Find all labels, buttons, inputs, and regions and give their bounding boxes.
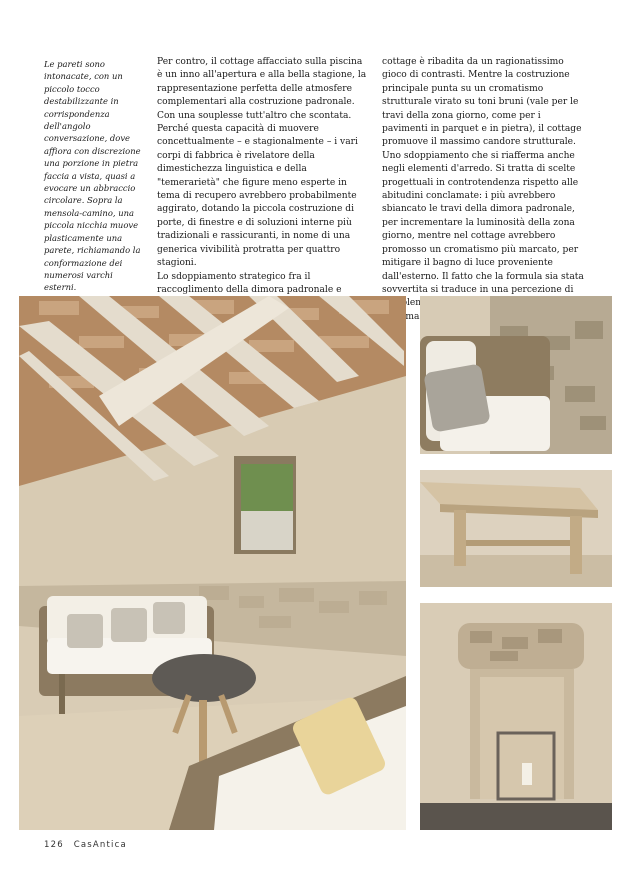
photo-armchair-corner: [420, 296, 612, 454]
paragraph: Per contro, il cottage affacciato sulla piscina è un inno all'apertura e alla bella stagione, la rappresentazione perfetta delle atmosfere complementari alla costruzione padronale. Con una souplesse tutt'altro che scontata.: [157, 57, 367, 121]
photo-cottage-living-room: [19, 296, 406, 830]
article-column-1: [157, 56, 370, 311]
article-column-2: [382, 56, 588, 324]
magazine-name: CasAntica: [73, 840, 127, 850]
photo-wall-niche-lantern: [420, 603, 612, 830]
page-number: 126: [44, 840, 64, 850]
photo-wooden-bench: [420, 470, 612, 587]
paragraph: [382, 56, 588, 324]
paragraph: Lo sdoppiamento strategico fra il raccoglimento della dimora padronale e: [157, 271, 342, 295]
paragraph: Perché questa capacità di muovere concettualmente – e stagionalmente – i vari corpi di fabbrica è rivelatore della dimestichezza linguistica e della "temerarietà" che figure meno esperte in tema di recupero avrebbero probabilmente aggirato, dotando la piccola costruzione di porte, di finestre e di soluzioni interne più tradizionali e rassicuranti, in nome di una generica vivibilità protratta per quattro stagioni.: [157, 124, 358, 269]
photo-caption: Le pareti sono intonacate, con un piccolo tocco destabilizzante in corrispondenza dell'angolo conversazione, dove affiora con discrezione una porzione in pietra faccia a vista, quasi a evocare un abbraccio circolare. Sopra la mensola-camino, una piccola nicchia muove plasticamente una parete, richiamando la conformazione dei numerosi varchi esterni.: [44, 59, 141, 293]
paragraph-text: cottage è ribadita da un ragionatissimo gioco di contrasti. Mentre la costruzione principale punta su un cromatismo strutturale virato su toni bruni (vale per le travi della zona giorno, come per i pavimenti in parquet e in pietra), il cottage promuove il massimo candore strutturale. Uno sdoppiamento che si riafferma anche negli elementi d'arredo. Si tratta di scelte progettuali in controtendenza rispetto alle abitudini conclamate: i più avrebbero sbiancato le travi della dimora padronale, per incrementare la luminosità della zona giorno, mentre nel cottage avrebbero promosso un cromatismo più marcato, per mitigare il bagno di luce proveniente dall'esterno. Il fatto che la formula sia stata sovvertita si traduce in una percezione di: [382, 57, 584, 295]
page-footer: [44, 840, 127, 850]
